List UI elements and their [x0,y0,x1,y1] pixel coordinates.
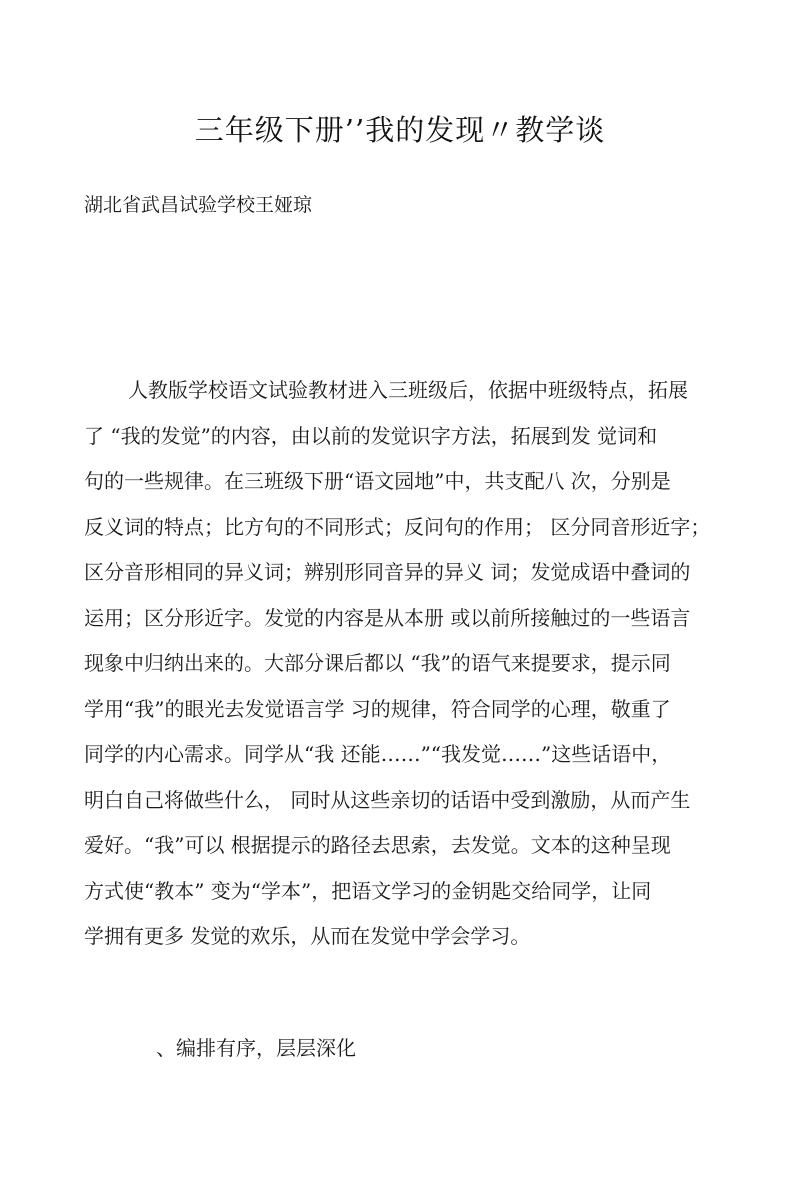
paragraph-line: 区分音形相同的异义词；辨别形同音异的异义 词；发觉成语中叠词的 [84,560,691,584]
body-paragraph [84,368,724,960]
paragraph-line: 现象中归纳出来的。大部分课后都以 “我”的语气来提要求，提示同 [84,651,671,675]
paragraph-line: 同学的内心需求。同学从“我 还能……”“我发觉……”这些话语中， [84,742,672,766]
paragraph-line: 明白自己将做些什么， 同时从这些亲切的话语中受到激励，从而产生 [84,787,691,812]
section-heading: 、编排有序，层层深化 [156,1036,356,1060]
document-title: 三年级下册’’我的发现〃教学谈 [194,113,606,147]
paragraph-line: 爱好。“我”可以 根据提示的路径去思索，去发觉。文本的这种呈现 [84,833,671,857]
paragraph-line: 运用；区分形近字。发觉的内容是从本册 或以前所接触过的一些语言 [84,605,691,630]
paragraph-line: 句的一些规律。在三班级下册“语文园地”中，共支配八 次，分别是 [84,469,671,493]
paragraph-line: 学拥有更多 发觉的欢乐，从而在发觉中学会学习。 [84,924,531,948]
paragraph-line: 反义词的特点；比方句的不同形式；反问句的作用； 区分同音形近字； [84,514,711,539]
paragraph-line: 方式使“教本” 变为“学本”，把语文学习的金钥匙交给同学，让同 [84,878,652,903]
author-line: 湖北省武昌试验学校王娅琼 [84,194,313,216]
paragraph-line: 了 “我的发觉”的内容，由以前的发觉识字方法，拓展到发 觉词和 [84,423,658,448]
paragraph-line: 人教版学校语文试验教材进入三班级后，依据中班级特点，拓展 [128,378,688,402]
paragraph-line: 学用“我”的眼光去发觉语言学 习的规律，符合同学的心理，敬重了 [84,696,671,721]
